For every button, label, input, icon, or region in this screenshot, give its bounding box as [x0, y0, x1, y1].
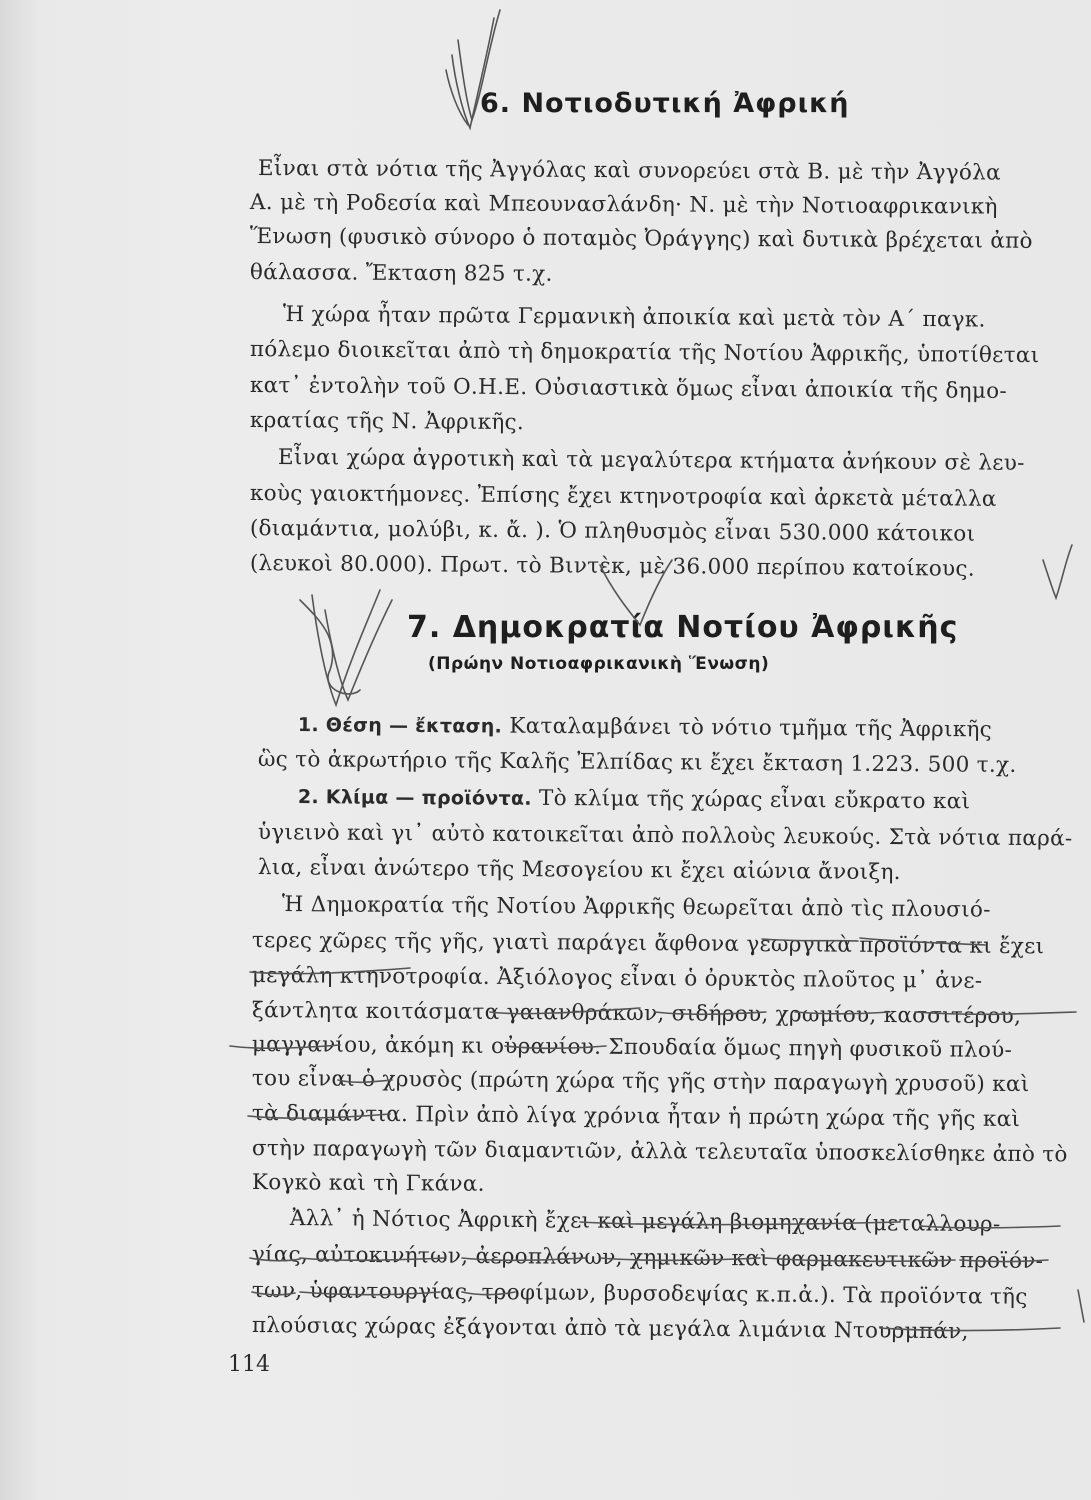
text-line	[298, 784, 1091, 815]
section-7-subtitle: (Πρώην Νοτιοαφρικανικὴ Ἕνωση)	[428, 654, 770, 674]
text-line: πόλεμο διοικεῖται ἀπὸ τὴ δημοκρατία τῆς Νοτίου Ἀφρικῆς, ὑποτίθεται	[249, 337, 1040, 369]
text-line: λια, εἶναι ἀνώτερο τῆς Μεσογείου κι ἔχει αἰώνια ἄνοιξη.	[257, 855, 901, 886]
page-number: 114	[228, 1352, 270, 1377]
section-7-title: 7. Δημοκρατία Νοτίου Ἀφρικῆς	[407, 610, 959, 645]
check-mark-icon	[312, 590, 380, 705]
text-line: μεγάλη κτηνοτροφία. Ἀξιόλογος εἶναι ὁ ὀρυκτὸς πλοῦτος μ᾽ ἀνε-	[251, 963, 983, 994]
text-line: (λευκοὶ 80.000). Πρωτ. τὸ Βιντὲκ, μὲ 36.000 περίπου κατοίκους.	[249, 551, 976, 582]
text-line: ξάντλητα κοιτάσματα γαιανθράκων, σιδήρου, χρωμίου, κασσιτέρου,	[251, 998, 1022, 1030]
text-line: Α. μὲ τὴ Ροδεσία καὶ Μπεουνασλάνδη· Ν. μὲ τὴν Νοτιοαφρικανικὴ	[249, 190, 998, 220]
text-line: μαγγανίου, ἀκόμη κι οὐρανίου. Σπουδαία ὅμως πηγὴ φυσικοῦ πλού-	[251, 1032, 1013, 1063]
text-line: κατ᾽ ἐντολὴν τοῦ Ο.Η.Ε. Οὐσιαστικὰ ὅμως εἶναι ἀποικία τῆς δημο-	[249, 373, 1008, 404]
section-6-title: 6. Νοτιοδυτική Ἀφρική	[480, 88, 850, 119]
item-2-text: Τὸ κλίμα τῆς χώρας εἶναι εὔκρατο καὶ	[538, 785, 971, 815]
check-mark-icon	[325, 600, 392, 700]
item-1-label: 1. Θέση — ἔκταση.	[297, 713, 503, 738]
text-line: (διαμάντια, μολύβι, κ. ἄ. ). Ὁ πληθυσμὸς εἶναι 530.000 κάτοικοι	[249, 516, 976, 547]
text-line: Κογκὸ καὶ τὴ Γκάνα.	[251, 1170, 485, 1197]
text-line: Εἶναι στὰ νότια τῆς Ἀγγόλας καὶ συνορεύει στὰ Β. μὲ τὴν Ἀγγόλα	[257, 156, 1001, 186]
text-line: Ἀλλ᾽ ἡ Νότιος Ἀφρικὴ ἔχει καὶ μεγάλη βιομηχανία (μεταλλουρ-	[289, 1206, 1001, 1238]
text-line: θάλασσα. Ἔκταση 825 τ.χ.	[249, 260, 553, 287]
text-line: Ἡ Δημοκρατία τῆς Νοτίου Ἀφρικῆς θεωρεῖται ἀπὸ τὶς πλουσιό-	[281, 892, 991, 923]
item-2-label: 2. Κλίμα — προϊόντα.	[297, 785, 532, 810]
text-line: πλούσιας χώρας ἐξάγονται ἀπὸ τὰ μεγάλα λιμάνια Ντουρμπάν,	[251, 1313, 969, 1345]
scribble-icon	[300, 600, 360, 694]
text-line: ὣς τὸ ἀκρωτήριο τῆς Καλῆς Ἐλπίδας κι ἔχει ἔκταση 1.223. 500 τ.χ.	[257, 747, 1017, 778]
text-line: γίας, αὐτοκινήτων, ἀεροπλάνων, χημικῶν καὶ φαρμακευτικῶν προϊόν-	[251, 1242, 1044, 1274]
text-line: κρατίας τῆς Ν. Ἀφρικῆς.	[249, 408, 525, 436]
text-line: του εἶναι ὁ χρυσὸς (πρώτη χώρα τῆς γῆς στὴν παραγωγὴ χρυσοῦ) καὶ	[251, 1066, 1030, 1098]
text-line	[298, 712, 1091, 743]
text-line: ὑγιεινὸ καὶ γι᾽ αὐτὸ κατοικεῖται ἀπὸ πολλοὺς λευκούς. Στὰ νότια παρά-	[257, 820, 1073, 852]
text-line: στὴν παραγωγὴ τῶν διαμαντιῶν, ἀλλὰ τελευταῖα ὑποσκελίσθηκε ἀπὸ τὸ	[251, 1136, 1068, 1168]
text-line: τερες χῶρες τῆς γῆς, γιατὶ παράγει ἄφθονα γεωργικὰ προϊόντα κι ἔχει	[251, 928, 1045, 960]
text-line: Ἡ χώρα ἦταν πρῶτα Γερμανικὴ ἀποικία καὶ μετὰ τὸν Α΄ παγκ.	[282, 302, 986, 333]
text-line: Εἶναι χώρα ἀγροτικὴ καὶ τὰ μεγαλύτερα κτήματα ἀνήκουν σὲ λευ-	[277, 445, 1025, 476]
item-1-text: Καταλαμβάνει τὸ νότιο τμῆμα τῆς Ἀφρικῆς	[509, 713, 993, 743]
text-line: τὰ διαμάντια. Πρὶν ἀπὸ λίγα χρόνια ἦταν ἡ πρώτη χώρα τῆς γῆς καὶ	[251, 1101, 1021, 1133]
check-mark-icon	[446, 70, 468, 125]
text-line: Ἕνωση (φυσικὸ σύνορο ὁ ποταμὸς Ὀράγγης) καὶ δυτικὰ βρέχεται ἀπὸ	[249, 224, 1033, 254]
text-line: κοὺς γαιοκτήμονες. Ἐπίσης ἔχει κτηνοτροφία καὶ ἀρκετὰ μέταλλα	[249, 481, 997, 512]
text-line: των, ὑφαντουργίας, τροφίμων, βυρσοδεψίας κ.π.ἀ.). Τὰ προϊόντα τῆς	[251, 1278, 1028, 1310]
